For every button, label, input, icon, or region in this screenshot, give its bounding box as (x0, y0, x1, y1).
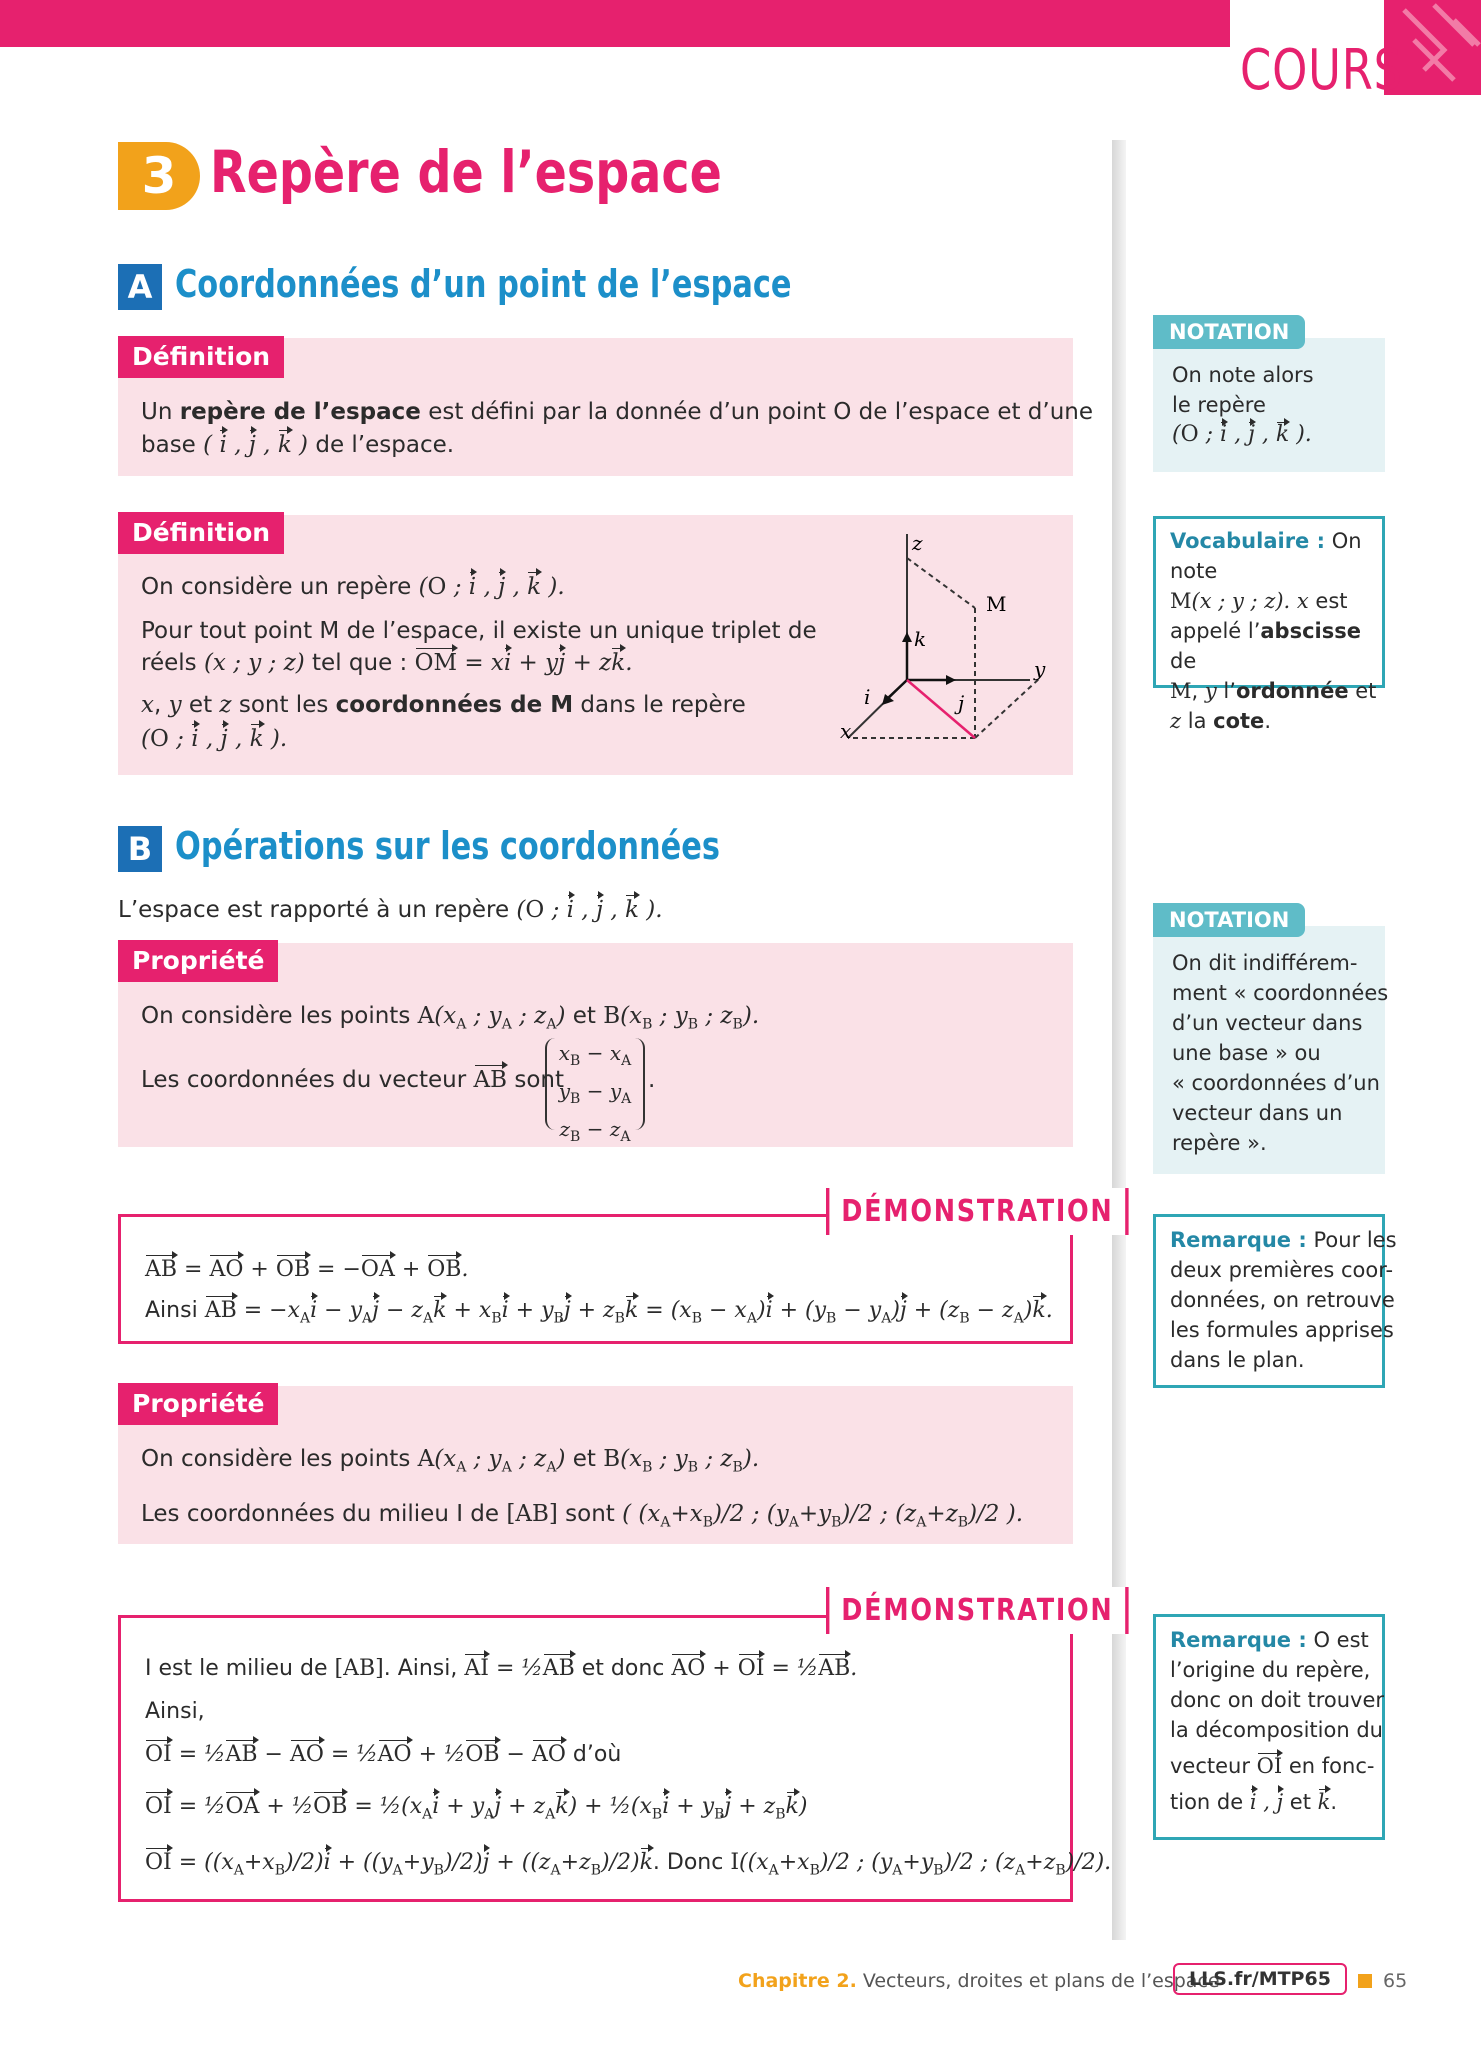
demonstration-1-line2: Ainsi AB = $-x_Ai - y_Aj - z_Ak + x_Bi + y_Bj + z_Bk = (x_B - x_A)i + (y_B - y_A)j + (z_B - z_A)k$. (145, 1294, 1053, 1335)
point-label-m: M (986, 592, 1007, 616)
axis-label-x: x (840, 719, 852, 743)
demonstration-2-line3: OI = ½AB − AO = ½AO + ½OB − AO d’où (145, 1738, 621, 1772)
subsection-a-letter: A (118, 264, 162, 310)
subsection-a-title: Coordonnées d’un point de l’espace (175, 262, 792, 306)
demonstration-1-line1: AB = AO + OB = −OA + OB. (145, 1253, 468, 1287)
property-2-line1: On considère les points $A(x_A$ ; $y_A$ ; $z_A$) et $B(x_B$ ; $y_B$ ; $z_B$). (141, 1446, 760, 1476)
vector-label-i: i (864, 685, 871, 709)
top-banner (0, 0, 1230, 47)
coordinate-system-figure (830, 528, 1070, 758)
definition-1-line1: Un repère de l’espace est défini par la donnée d’un point O de l’espace et d’une (141, 399, 1094, 425)
property-2-tag: Propriété (118, 1383, 278, 1425)
demonstration-2-line4: OI = ½OA + ½OB = $\frac{1}{2}(x_Ai + y_Aj + z_Ak)$ + $\frac{1}{2}(x_Bi + y_Bj + z_Bk)$ (145, 1790, 807, 1831)
property-1-tag: Propriété (118, 940, 278, 982)
footer-link[interactable]: LLS.fr/MTP65 (1173, 1963, 1347, 1995)
section-number: 3 (118, 142, 200, 210)
definition-1-tag: Définition (118, 336, 284, 378)
subsection-b-title: Opérations sur les coordonnées (175, 824, 720, 868)
page-number: 65 (1383, 1970, 1408, 1992)
property-1-line2: Les coordonnées du vecteur AB sont (141, 1063, 564, 1097)
property-1-line1: On considère les points $A(x_A$ ; $y_A$ ; $z_A$) et $B(x_B$ ; $y_B$ ; $z_B$). (141, 1003, 760, 1033)
definition-1-line2: base ( i , j , k ) de l’espace. (141, 428, 454, 462)
definition-2-line2: Pour tout point M de l’espace, il existe un unique triplet de (141, 618, 817, 644)
demonstration-2-line5: OI = $((x_A+x_B)/2)i + ((y_A+y_B)/2)j + ((z_A+z_B)/2)k$. Donc $I((x_A+x_B)/2$ ; $(y_A+y_B)/2$ ; $(z_A+z_B)/2$). (145, 1846, 1111, 1887)
demonstration-1-tag: DÉMONSTRATION (826, 1188, 1129, 1235)
section-title: Repère de l’espace (210, 138, 722, 206)
notation-1-text: On note alors le repère (O ; i , j , k ). (1172, 360, 1314, 450)
axis-label-y: y (1034, 657, 1046, 681)
definition-2-line4: x, y et z sont les coordonnées de M dans le repère (141, 692, 746, 718)
footer-chapter: Chapitre 2. Vecteurs, droites et plans de l’espace (738, 1970, 1220, 1992)
intro-b: L’espace est rapporté à un repère (O ; i , j , k ). (118, 893, 663, 927)
subsection-b-letter: B (118, 826, 162, 872)
definition-2-tag: Définition (118, 512, 284, 554)
footer-square-icon (1358, 1974, 1372, 1988)
vector-coordinates-column: $x_B - x_A$ $y_B - y_A$ $z_B - z_A$ (545, 1038, 645, 1130)
column-divider (1112, 140, 1126, 1940)
definition-2-line5: (O ; i , j , k ). (141, 722, 287, 756)
definition-2-line1: On considère un repère (O ; i , j , k ). (141, 570, 565, 604)
remark-2-text: Remarque : O est l’origine du repère, donc on doit trouver la décomposition du vecteur OI en fonc- tion de i , j et k. (1170, 1625, 1384, 1817)
notation-2-text: On dit indifférem- ment « coordonnées d’un vecteur dans une base » ou « coordonnées d’un vecteur dans un repère ». (1172, 951, 1389, 1155)
vocabulary-text: Vocabulaire : On note M(x ; y ; z). x est appelé l’abscisse de M, y l’ordonnée et z la cote. (1170, 529, 1377, 733)
axis-label-z: z (912, 531, 923, 555)
vector-label-k: k (914, 627, 927, 651)
remark-1-text: Remarque : Pour les deux premières coor- données, on retrouve les formules apprises dans le plan. (1170, 1228, 1397, 1372)
demonstration-2-line2: Ainsi, (145, 1699, 205, 1724)
vector-label-j: j (958, 691, 965, 715)
property-2-line2: Les coordonnées du milieu I de [AB] sont ( $(x_A+x_B)/2$ ; $(y_A+y_B)/2$ ; $(z_A+z_B)/2$ ). (141, 1501, 1024, 1531)
notation-2-tag: NOTATION (1153, 903, 1305, 937)
notation-1-tag: NOTATION (1153, 315, 1305, 349)
property-1-period: . (648, 1067, 656, 1093)
definition-2-line3: réels (x ; y ; z) tel que : OM = xi + yj + zk. (141, 646, 633, 680)
cours-label: COURS (1240, 38, 1403, 103)
demonstration-2-line1: I est le milieu de [AB]. Ainsi, AI = ½AB et donc AO + OI = ½AB. (145, 1652, 857, 1686)
demonstration-2-tag: DÉMONSTRATION (826, 1587, 1129, 1634)
